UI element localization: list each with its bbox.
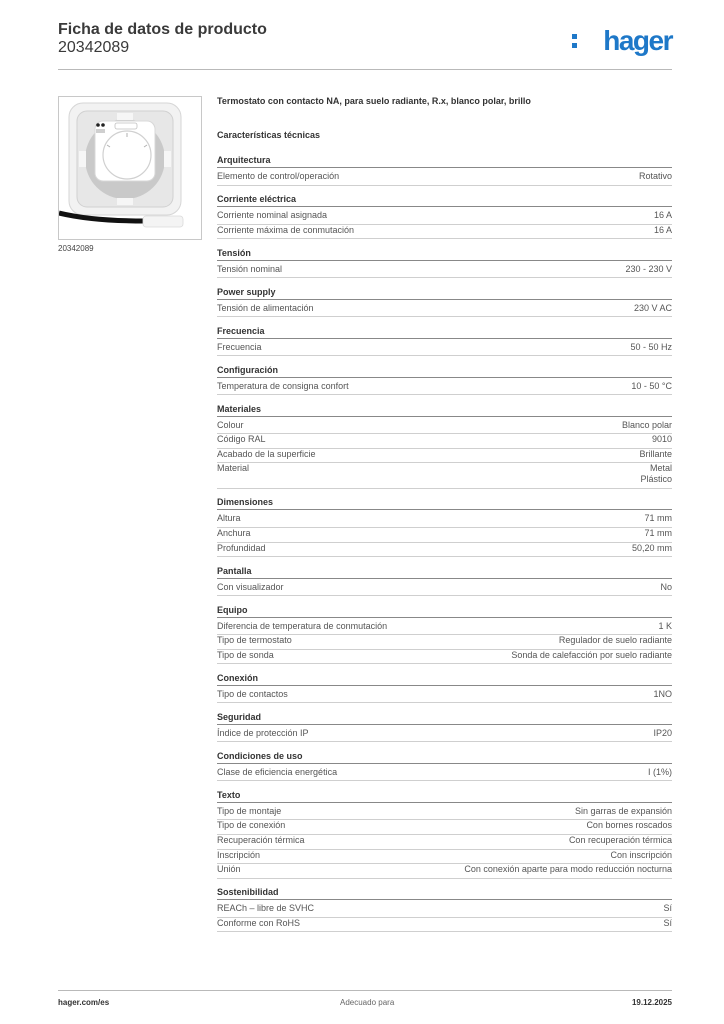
spec-group-title: Arquitectura — [217, 155, 271, 165]
spec-row — [217, 728, 672, 743]
spec-group-divider — [217, 685, 672, 686]
spec-label: Material — [217, 463, 250, 474]
spec-label: Con visualizador — [217, 581, 284, 592]
spec-label: REACh – libre de SVHC — [217, 903, 315, 914]
spec-group-divider — [217, 802, 672, 803]
spec-row — [217, 621, 672, 636]
spec-row — [217, 903, 672, 918]
spec-row — [217, 303, 672, 318]
spec-group-title: Frecuencia — [217, 325, 265, 336]
spec-group-title: Pantalla — [217, 565, 252, 576]
spec-label: Inscripción — [217, 849, 261, 860]
thermostat-illustration — [59, 97, 201, 239]
spec-label: Conforme con RoHS — [217, 917, 301, 928]
spec-row — [217, 171, 672, 186]
spec-row — [217, 381, 672, 396]
spec-value: Con inscripción — [610, 849, 672, 860]
spec-row — [217, 342, 672, 357]
spec-row — [217, 528, 672, 543]
spec-value: 50 - 50 Hz — [630, 341, 672, 352]
spec-label: Colour — [217, 419, 244, 430]
spec-value: 71 mm — [644, 513, 672, 524]
spec-label: Elemento de control/operación — [217, 171, 340, 181]
spec-label: Corriente nominal asignada — [217, 210, 328, 220]
spec-value: Sonda de calefacción por suelo radiante — [511, 649, 672, 660]
spec-value: 71 mm — [644, 528, 672, 538]
spec-group-title: Dimensiones — [217, 497, 274, 508]
spec-value: 16 A — [653, 224, 672, 235]
spec-value: Con conexión aparte para modo reducción nocturna — [464, 864, 672, 875]
spec-group-title: Configuración — [217, 364, 278, 375]
spec-value: Rotativo — [638, 171, 672, 181]
spec-group-title: Materiales — [217, 403, 262, 414]
spec-group-divider — [217, 167, 672, 168]
spec-label: Corriente máxima de conmutación — [217, 224, 355, 235]
spec-row — [217, 650, 672, 665]
spec-value: Regulador de suelo radiante — [558, 635, 672, 646]
spec-row — [217, 820, 672, 835]
spec-label: Recuperación térmica — [217, 835, 305, 845]
spec-value: 50,20 mm — [631, 542, 672, 553]
spec-group-divider — [217, 299, 672, 300]
logo-dots-icon — [572, 34, 577, 48]
spec-label: Diferencia de temperatura de conmutación — [217, 620, 388, 631]
spec-group-divider — [217, 416, 672, 417]
spec-group-divider — [217, 617, 672, 618]
spec-value: No — [660, 581, 672, 592]
spec-group-divider — [217, 206, 672, 207]
spec-group-divider — [217, 724, 672, 725]
spec-row — [217, 449, 672, 464]
spec-value-secondary: Plástico — [640, 474, 672, 485]
spec-label: Código RAL — [217, 434, 266, 445]
page-title: Ficha de datos de producto — [58, 21, 267, 38]
header-divider — [58, 69, 672, 70]
spec-label: Tipo de conexión — [217, 820, 286, 831]
spec-group-title: Texto — [217, 789, 241, 800]
spec-group-title: Sostenibilidad — [217, 887, 279, 898]
spec-group-divider — [217, 763, 672, 764]
spec-group-title: Conexión — [217, 672, 259, 683]
spec-row — [217, 543, 672, 558]
footer-date: 19.12.2025 — [631, 998, 672, 1007]
spec-value: 1NO — [653, 688, 672, 699]
spec-row — [217, 767, 672, 782]
spec-group-title: Equipo — [217, 604, 248, 615]
spec-label: Altura — [217, 513, 241, 524]
spec-label: Frecuencia — [217, 341, 262, 352]
spec-label: Tensión de alimentación — [217, 302, 314, 313]
spec-row — [217, 850, 672, 865]
spec-group-divider — [217, 260, 672, 261]
spec-value: 230 - 230 V — [625, 263, 672, 274]
spec-value: 10 - 50 °C — [631, 380, 672, 391]
spec-row — [217, 835, 672, 850]
spec-row — [217, 513, 672, 528]
spec-value: Brillante — [639, 448, 672, 459]
spec-label: Tipo de sonda — [217, 649, 274, 660]
spec-group-divider — [217, 899, 672, 900]
spec-value: IP20 — [653, 727, 672, 738]
spec-group-title: Corriente eléctrica — [217, 194, 297, 204]
spec-row — [217, 420, 672, 435]
spec-group-title: Seguridad — [217, 711, 262, 722]
footer-website: hager.com/es — [58, 998, 110, 1007]
spec-label: Unión — [217, 864, 241, 875]
spec-row — [217, 635, 672, 650]
spec-value: 230 V AC — [633, 302, 672, 313]
spec-label: Profundidad — [217, 542, 266, 553]
spec-row — [217, 264, 672, 279]
spec-value: 9010 — [651, 434, 672, 445]
spec-label: Acabado de la superficie — [217, 448, 316, 459]
spec-label: Tensión nominal — [217, 263, 283, 274]
spec-group-divider — [217, 578, 672, 579]
spec-value: Sin garras de expansión — [574, 805, 672, 816]
spec-value: 1 K — [658, 620, 672, 631]
spec-label: Tipo de montaje — [217, 805, 282, 816]
spec-row — [217, 806, 672, 821]
spec-row — [217, 210, 672, 225]
spec-group-title: Condiciones de uso — [217, 750, 303, 761]
spec-value: Metal — [649, 463, 672, 474]
spec-label: Índice de protección IP — [217, 727, 309, 738]
spec-group-divider — [217, 377, 672, 378]
spec-label: Tipo de termostato — [217, 635, 292, 646]
footer-suitable-for: Adecuado para — [340, 998, 395, 1007]
spec-value: 16 A — [653, 210, 672, 220]
product-number: 20342089 — [58, 39, 130, 56]
spec-group-title: Tensión — [217, 247, 251, 258]
spec-group-divider — [217, 338, 672, 339]
spec-row — [217, 689, 672, 704]
spec-label: Temperatura de consigna confort — [217, 380, 349, 391]
spec-row — [217, 582, 672, 597]
spec-value: Con bornes roscados — [586, 820, 672, 831]
spec-row — [217, 463, 672, 489]
spec-group-divider — [217, 509, 672, 510]
footer-divider — [58, 990, 672, 991]
spec-label: Tipo de contactos — [217, 688, 288, 699]
spec-row — [217, 864, 672, 879]
spec-label: Clase de eficiencia energética — [217, 766, 338, 777]
spec-value: Sí — [663, 903, 672, 914]
spec-row — [217, 434, 672, 449]
hager-logo — [572, 25, 672, 57]
tech-title: Características técnicas — [217, 130, 321, 140]
product-description: Termostato con contacto NA, para suelo radiante, R.x, blanco polar, brillo — [217, 96, 531, 106]
spec-row — [217, 918, 672, 933]
product-image — [58, 96, 202, 240]
spec-value: Sí — [663, 917, 672, 928]
spec-label: Anchura — [217, 528, 251, 538]
spec-row — [217, 225, 672, 240]
page-header — [58, 21, 672, 69]
image-caption: 20342089 — [58, 244, 94, 253]
spec-value: Con recuperación térmica — [568, 835, 672, 845]
logo-text: hager — [603, 25, 672, 56]
spec-group-title: Power supply — [217, 286, 276, 297]
spec-value: I (1%) — [647, 766, 672, 777]
spec-value: Blanco polar — [621, 419, 672, 430]
